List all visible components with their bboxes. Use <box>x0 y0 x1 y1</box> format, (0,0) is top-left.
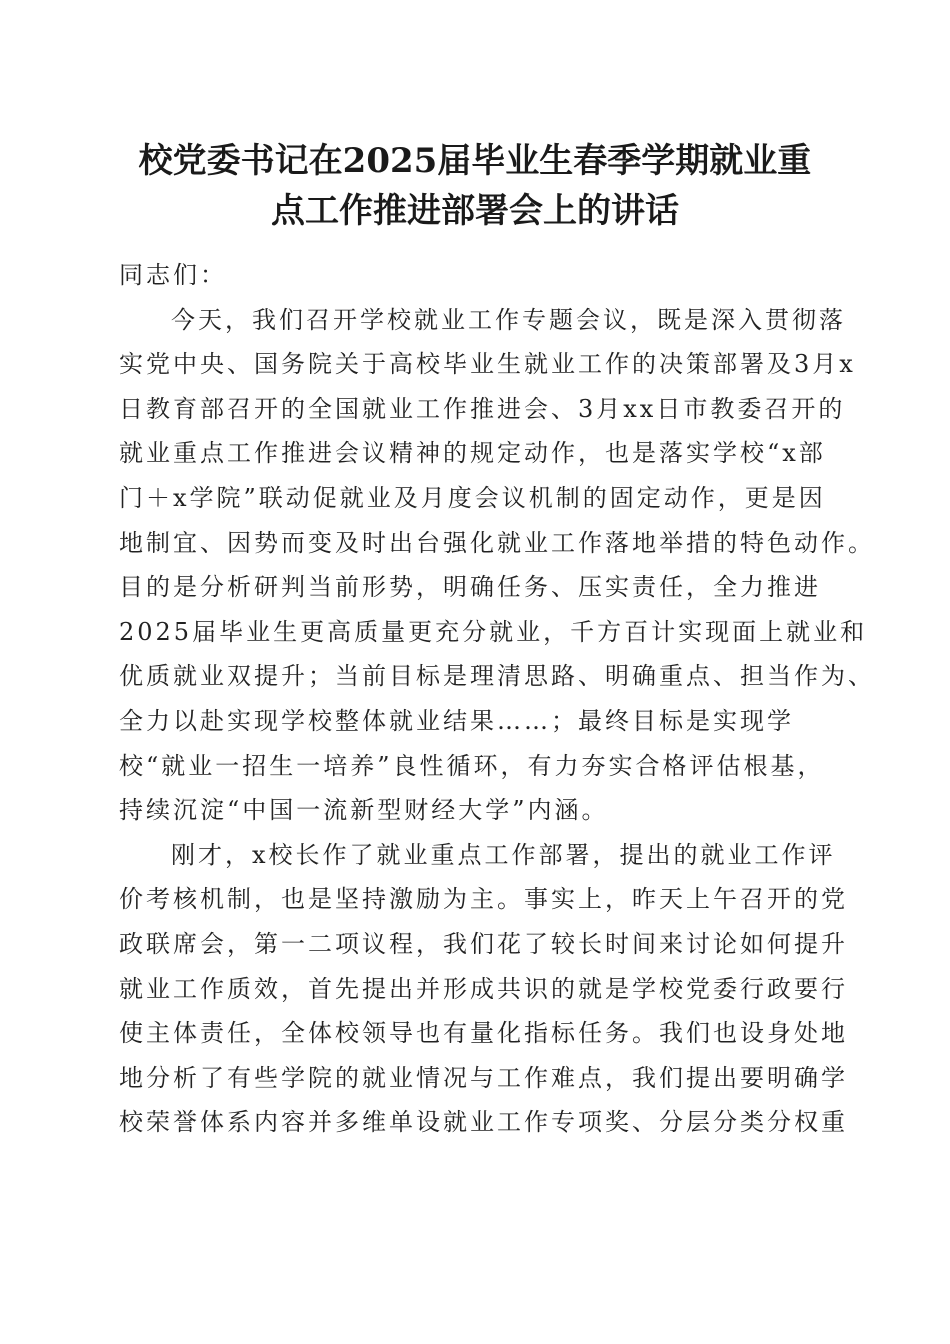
paragraph-line: 价考核机制，也是坚持激励为主。事实上，昨天上午召开的党 <box>119 885 848 914</box>
paragraph-2 <box>119 833 848 1145</box>
title-line-2: 点工作推进部署会上的讲话 <box>271 191 679 231</box>
paragraph-line: 今天，我们召开学校就业工作专题会议，既是深入贯彻落 <box>171 305 846 334</box>
paragraph-line: 实党中央、国务院关于高校毕业生就业工作的决策部署及3月x <box>119 350 856 379</box>
salutation: 同志们： <box>119 261 227 289</box>
paragraph-line: 地分析了有些学院的就业情况与工作难点，我们提出要明确学 <box>119 1063 848 1092</box>
document-body <box>119 253 875 1145</box>
paragraph-line: 2025届毕业生更高质量更充分就业，千方百计实现面上就业和 <box>119 617 868 646</box>
paragraph-1 <box>119 298 875 833</box>
paragraph-line: 就业工作质效，首先提出并形成共识的就是学校党委行政要行 <box>119 974 848 1003</box>
title-line-1: 校党委书记在2025届毕业生春季学期就业重 <box>138 141 812 181</box>
paragraph-line: 持续沉淀“中国一流新型财经大学”内涵。 <box>119 796 609 825</box>
paragraph-line: 刚才，x校长作了就业重点工作部署，提出的就业工作评 <box>171 840 836 869</box>
paragraph-line: 政联席会，第一二项议程，我们花了较长时间来讨论如何提升 <box>119 929 848 958</box>
paragraph-line: 校荣誉体系内容并多维单设就业工作专项奖、分层分类分权重 <box>119 1108 848 1137</box>
paragraph-line: 校“就业一招生一培养”良性循环，有力夯实合格评估根基， <box>119 751 825 780</box>
paragraph-line: 目的是分析研判当前形势，明确任务、压实责任，全力推进 <box>119 573 821 602</box>
paragraph-line: 地制宜、因势而变及时出台强化就业工作落地举措的特色动作。 <box>119 528 875 557</box>
paragraph-line: 全力以赴实现学校整体就业结果……；最终目标是实现学 <box>119 706 794 735</box>
paragraph-line: 使主体责任，全体校领导也有量化指标任务。我们也设身处地 <box>119 1019 848 1048</box>
paragraph-line: 日教育部召开的全国就业工作推进会、3月xx日市教委召开的 <box>119 394 846 423</box>
paragraph-line: 门＋x学院”联动促就业及月度会议机制的固定动作，更是因 <box>119 483 826 512</box>
document-title <box>100 136 850 236</box>
paragraph-line: 优质就业双提升；当前目标是理清思路、明确重点、担当作为、 <box>119 662 875 691</box>
paragraph-line: 就业重点工作推进会议精神的规定动作，也是落实学校“x部 <box>119 439 826 468</box>
